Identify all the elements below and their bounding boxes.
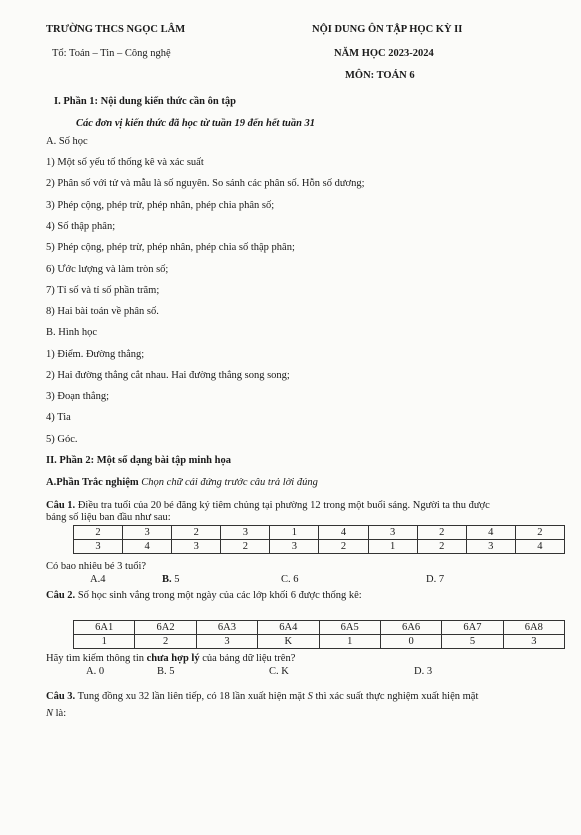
table-cell: 3 bbox=[466, 540, 515, 554]
table-header-cell: 6A2 bbox=[135, 621, 196, 635]
list-item: 2) Hai đường thẳng cắt nhau. Hai đường thẳng song song; bbox=[46, 370, 290, 381]
table-cell: 3 bbox=[221, 526, 270, 540]
table-cell: 3 bbox=[123, 526, 172, 540]
question-1-line1: Điều tra tuổi của 20 bé đăng ký tiêm chủng tại phường 12 trong một buổi sáng. Người ta thu được bbox=[77, 500, 490, 511]
table-header-cell: 6A8 bbox=[503, 621, 564, 635]
list-item: 4) Tia bbox=[46, 412, 71, 423]
question-3-line1: Câu 3. Tung đồng xu 32 lần liên tiếp, có 18 lần xuất hiện mặt S thì xác suất thực nghiệm xuất hiện mặt bbox=[46, 691, 479, 702]
school-name: TRƯỜNG THCS NGỌC LÂM bbox=[46, 24, 186, 35]
table-cell: 2 bbox=[515, 526, 564, 540]
list-item: 3) Phép cộng, phép trừ, phép nhân, phép chia phân số; bbox=[46, 200, 275, 211]
question-3-label: Câu 3. bbox=[46, 691, 76, 702]
list-item: 3) Đoạn thẳng; bbox=[46, 391, 109, 402]
section-b-heading: B. Hình học bbox=[46, 327, 98, 338]
question-1-option-a: A.4 bbox=[90, 574, 106, 585]
question-2-text bbox=[46, 590, 362, 601]
list-item: 8) Hai bài toán về phân số. bbox=[46, 306, 159, 317]
table-cell: 2 bbox=[319, 540, 368, 554]
department-name: Tổ: Toán – Tin – Công nghệ bbox=[52, 48, 171, 59]
table-cell: 4 bbox=[466, 526, 515, 540]
school-year: NĂM HỌC 2023-2024 bbox=[334, 48, 434, 59]
table-cell: 2 bbox=[221, 540, 270, 554]
table-header-cell: 6A5 bbox=[319, 621, 380, 635]
table-cell: 3 bbox=[503, 635, 564, 649]
table-cell: 1 bbox=[368, 540, 417, 554]
question-1-data-table bbox=[73, 525, 565, 554]
question-2-emphasis: chưa hợp lý bbox=[146, 653, 200, 664]
table-cell: 2 bbox=[417, 540, 466, 554]
question-2-line: Số học sinh vắng trong một ngày của các lớp khối 6 được thống kê: bbox=[77, 590, 362, 601]
list-item: 4) Số thập phân; bbox=[46, 221, 116, 232]
question-2-option-c: C. K bbox=[269, 666, 289, 677]
table-cell: 2 bbox=[135, 635, 196, 649]
table-cell: 1 bbox=[270, 526, 319, 540]
variable-n: N bbox=[46, 708, 54, 719]
question-1-text bbox=[46, 500, 490, 511]
question-1-option-b: B. 5 bbox=[162, 574, 180, 585]
part2-heading: II. Phần 2: Một số dạng bài tập minh họa bbox=[46, 455, 231, 466]
table-cell: 0 bbox=[380, 635, 441, 649]
table-row bbox=[74, 540, 565, 554]
list-item: 5) Góc. bbox=[46, 434, 78, 445]
table-row bbox=[74, 621, 565, 635]
table-header-cell: 6A7 bbox=[442, 621, 503, 635]
table-cell: 4 bbox=[123, 540, 172, 554]
question-2-label: Câu 2. bbox=[46, 590, 76, 601]
variable-s: S bbox=[307, 691, 313, 702]
question-1-label: Câu 1. bbox=[46, 500, 76, 511]
table-row bbox=[74, 635, 565, 649]
subject-title: MÔN: TOÁN 6 bbox=[345, 70, 415, 81]
table-cell: 1 bbox=[74, 635, 135, 649]
list-item: 1) Một số yếu tố thống kê và xác suất bbox=[46, 157, 204, 168]
table-cell: 2 bbox=[417, 526, 466, 540]
table-cell: 2 bbox=[74, 526, 123, 540]
table-cell: 2 bbox=[172, 526, 221, 540]
section-a-heading: A. Số học bbox=[46, 136, 88, 147]
question-1-option-d: D. 7 bbox=[426, 574, 445, 585]
question-2-option-a: A. 0 bbox=[86, 666, 105, 677]
list-item: 5) Phép cộng, phép trừ, phép nhân, phép chia số thập phân; bbox=[46, 242, 295, 253]
question-3-line2: N là: bbox=[46, 708, 67, 719]
table-cell: 3 bbox=[368, 526, 417, 540]
table-cell: 3 bbox=[270, 540, 319, 554]
table-cell: 3 bbox=[74, 540, 123, 554]
list-item: 7) Tỉ số và tỉ số phần trăm; bbox=[46, 285, 160, 296]
mc-label: A.Phần Trắc nghiệm bbox=[46, 477, 139, 488]
question-1-line2: bảng số liệu ban đầu như sau: bbox=[46, 512, 171, 523]
question-1-option-c: C. 6 bbox=[281, 574, 299, 585]
table-header-cell: 6A1 bbox=[74, 621, 135, 635]
mc-instruction: Chọn chữ cái đứng trước câu trả lời đúng bbox=[141, 477, 318, 488]
list-item: 1) Điểm. Đường thẳng; bbox=[46, 349, 145, 360]
table-cell: 5 bbox=[442, 635, 503, 649]
table-cell: 4 bbox=[319, 526, 368, 540]
table-header-cell: 6A6 bbox=[380, 621, 441, 635]
document-title: NỘI DUNG ÔN TẬP HỌC KỲ II bbox=[312, 24, 463, 35]
question-2-option-d: D. 3 bbox=[414, 666, 433, 677]
table-row bbox=[74, 526, 565, 540]
table-cell: 3 bbox=[196, 635, 257, 649]
part1-scope: Các đơn vị kiến thức đã học từ tuần 19 đến hết tuần 31 bbox=[76, 118, 316, 129]
part1-heading: I. Phần 1: Nội dung kiến thức cần ôn tập bbox=[54, 96, 236, 107]
table-cell: K bbox=[258, 635, 319, 649]
table-header-cell: 6A3 bbox=[196, 621, 257, 635]
list-item: 6) Ước lượng và làm tròn số; bbox=[46, 264, 169, 275]
question-1-prompt: Có bao nhiêu bé 3 tuổi? bbox=[46, 561, 147, 572]
table-cell: 1 bbox=[319, 635, 380, 649]
table-cell: 3 bbox=[172, 540, 221, 554]
list-item: 2) Phân số với tử và mẫu là số nguyên. So sánh các phân số. Hỗn số dương; bbox=[46, 178, 365, 189]
question-2-prompt: Hãy tìm kiếm thông tin chưa hợp lý của bảng dữ liệu trên? bbox=[46, 653, 296, 664]
table-header-cell: 6A4 bbox=[258, 621, 319, 635]
table-cell: 4 bbox=[515, 540, 564, 554]
mc-section-heading bbox=[46, 477, 318, 488]
question-2-option-b: B. 5 bbox=[157, 666, 175, 677]
question-2-data-table bbox=[73, 620, 565, 649]
